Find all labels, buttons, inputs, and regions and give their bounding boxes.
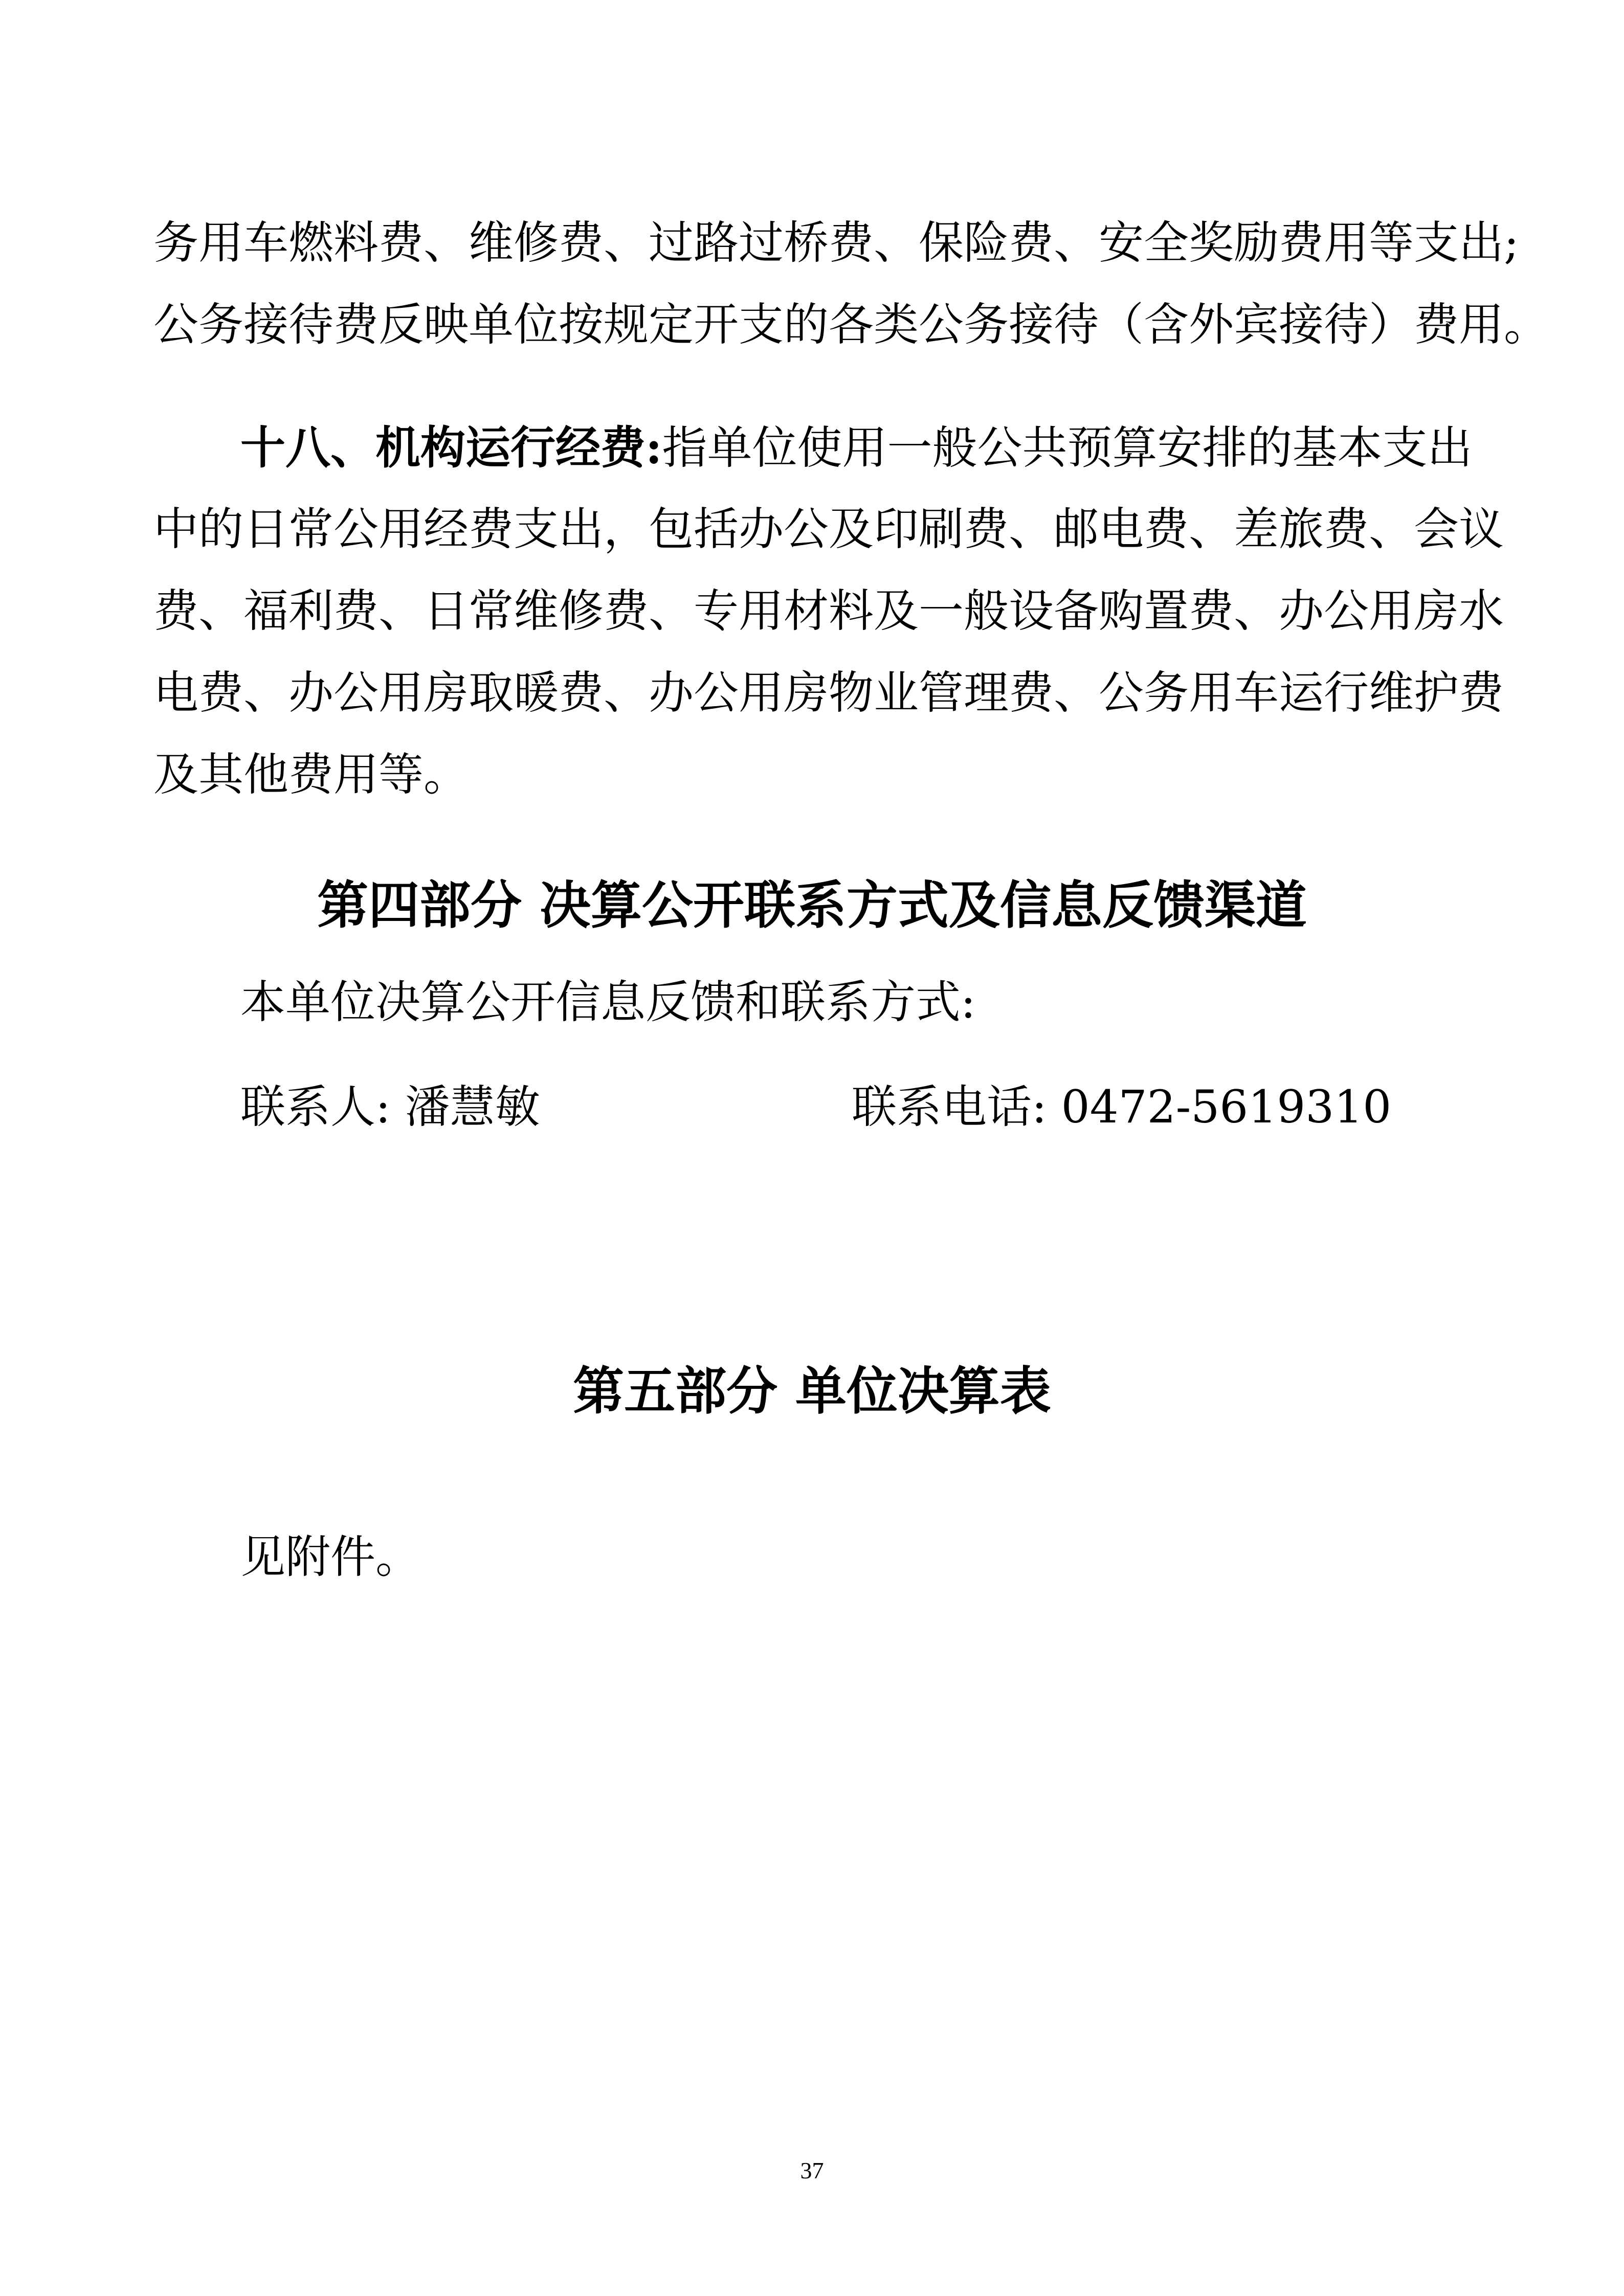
contact-person: 联系人: 潘慧敏 — [240, 1081, 540, 1133]
paragraph-18-line-1 — [240, 419, 1471, 476]
contact-phone: 联系电话: 0472-5619310 — [852, 1081, 1392, 1133]
section-4-title: 第四部分 决算公开联系方式及信息反馈渠道 — [317, 875, 1307, 935]
paragraph-17-line-2: 公务接待费反映单位按规定开支的各类公务接待（含外宾接待）费用。 — [153, 298, 1549, 351]
paragraph-18-line-3: 费、福利费、日常维修费、专用材料及一般设备购置费、办公用房水 — [153, 584, 1504, 637]
section-5-title: 第五部分 单位决算表 — [573, 1361, 1051, 1421]
page-number: 37 — [800, 2157, 824, 2184]
section-4-intro: 本单位决算公开信息反馈和联系方式: — [240, 976, 976, 1028]
paragraph-18-line-4: 电费、办公用房取暖费、办公用房物业管理费、公务用车运行维护费 — [153, 666, 1504, 719]
paragraph-18-term: 十八、机构运行经费: — [240, 421, 662, 474]
section-5-body: 见附件。 — [240, 1530, 421, 1583]
paragraph-18-line-5: 及其他费用等。 — [153, 748, 469, 801]
paragraph-17-line-1: 务用车燃料费、维修费、过路过桥费、保险费、安全奖励费用等支出; — [153, 216, 1519, 269]
paragraph-18-line-2: 中的日常公用经费支出，包括办公及印刷费、邮电费、差旅费、会议 — [153, 503, 1504, 555]
paragraph-18-first-line-rest: 指单位使用一般公共预算安排的基本支出 — [662, 421, 1473, 474]
